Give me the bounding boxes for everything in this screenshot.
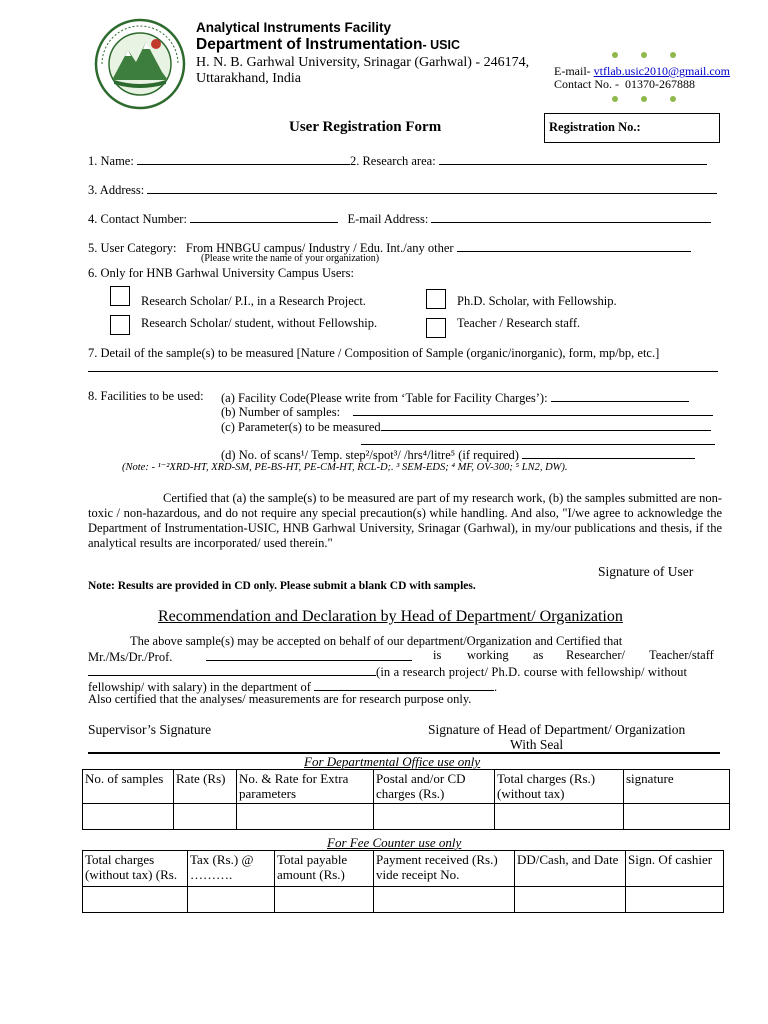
table-cell[interactable] <box>83 887 188 913</box>
address-line-2: Uttarakhand, India <box>196 71 301 86</box>
decor-dot <box>670 96 676 102</box>
field-name-row <box>88 152 707 169</box>
parameters-label: (c) Parameter(s) to be measured <box>221 420 381 434</box>
table-header-cell: DD/Cash, and Date <box>515 851 626 887</box>
sample-detail-input[interactable] <box>88 371 718 372</box>
table-row <box>83 887 724 913</box>
checkbox-phd-fellowship[interactable] <box>426 289 446 309</box>
form-title: User Registration Form <box>289 119 442 135</box>
email-link[interactable]: vtflab.usic2010@gmail.com <box>593 64 731 78</box>
certification-text: Certified that (a) the sample(s) to be measured are part of my research work, (b) the samples submitted are non- toxic / non-hazardous, and do not require any special precaution(s) while handling. And also, "I/we agree to acknowledge the Department of Instrumentation-USIC, HNB Garhwal University, Srinagar (Garhwal), in my/our publications and thesis, if the analytical results are incorporated/ used therein." <box>88 491 722 550</box>
email-address-label: E-mail Address: <box>347 212 429 226</box>
facility-name: Analytical Instruments Facility <box>196 20 392 35</box>
table-cell[interactable] <box>495 804 624 830</box>
table-cell[interactable] <box>237 804 374 830</box>
sample-count-input[interactable] <box>353 403 713 416</box>
table-header-cell: Rate (Rs) <box>174 770 237 804</box>
registration-box[interactable] <box>544 113 720 143</box>
seal-label: With Seal <box>510 737 564 752</box>
recommendation-line-4: fellowship/ with salary) in the department of . <box>88 680 498 694</box>
decor-dot <box>641 96 647 102</box>
facility-code-input[interactable] <box>551 389 689 402</box>
category-label: 5. User Category: <box>88 241 177 255</box>
recommendation-title: Recommendation and Declaration by Head of Department/ Organization <box>158 608 623 625</box>
rec-word-teacher: Teacher/staff <box>649 648 714 662</box>
table-header-cell: No. & Rate for Extra parameters <box>237 770 374 804</box>
checkbox-teacher-staff[interactable] <box>426 318 446 338</box>
registration-label: Registration No.: <box>549 120 641 134</box>
office-table <box>82 769 730 830</box>
facilities-note: (Note: - ¹⁻²XRD-HT, XRD-SM, PE-BS-HT, PE-CM-HT, RCL-D;. ³ SEM-EDS; ⁴ MF, OV-300; ⁵ LN2, DW). <box>122 462 568 473</box>
contact-line <box>554 77 695 92</box>
university-logo <box>94 18 186 110</box>
table-cell[interactable] <box>188 887 275 913</box>
decor-dot <box>612 96 618 102</box>
decor-dot <box>641 52 647 58</box>
parameters-input[interactable] <box>381 418 711 431</box>
table-header-cell: No. of samples <box>83 770 174 804</box>
option-phd-fellowship: Ph.D. Scholar, with Fellowship. <box>457 294 617 308</box>
decor-dot <box>670 52 676 58</box>
campus-users-label: 6. Only for HNB Garhwal University Campus Users: <box>88 266 354 280</box>
table-header-cell: signature <box>624 770 730 804</box>
table-header-cell: Postal and/or CD charges (Rs.) <box>374 770 495 804</box>
user-signature-label: Signature of User <box>598 564 694 579</box>
field-category-row <box>88 239 691 256</box>
table-header-cell: Total payable amount (Rs.) <box>275 851 374 887</box>
contact-number: 01370-267888 <box>625 77 695 91</box>
table-cell[interactable] <box>626 887 724 913</box>
table-cell[interactable] <box>374 804 495 830</box>
supervisor-signature-label: Supervisor’s Signature <box>88 722 212 737</box>
rec-word-is: is <box>433 648 442 662</box>
recommendation-line-1: The above sample(s) may be accepted on behalf of our department/Organization and Certified that <box>130 634 623 648</box>
field-address-row <box>88 181 717 198</box>
sample-detail-label: 7. Detail of the sample(s) to be measured [Nature / Composition of Sample (organic/inorganic), form, mp/bp, etc.] <box>88 346 660 360</box>
table-cell[interactable] <box>515 887 626 913</box>
table-header-cell: Total charges (without tax) (Rs. <box>83 851 188 887</box>
position-input[interactable] <box>88 663 376 676</box>
rec-word-researcher: Researcher/ <box>566 648 625 662</box>
address-line-1: H. N. B. Garhwal University, Srinagar (Garhwal) - 246174, <box>196 55 530 70</box>
contact-label: Contact No. - <box>554 77 619 91</box>
fee-table <box>82 850 724 913</box>
department-title: Department of Instrumentation <box>196 36 423 53</box>
option-research-no-fellowship: Research Scholar/ student, without Fellowship. <box>141 316 378 330</box>
table-header-cell: Sign. Of cashier <box>626 851 724 887</box>
table-row <box>83 804 730 830</box>
table-cell[interactable] <box>374 887 515 913</box>
position-text: (in a research project/ Ph.D. course with fellowship/ without <box>376 665 688 679</box>
table-cell[interactable] <box>275 887 374 913</box>
research-area-input[interactable] <box>439 152 707 165</box>
hod-signature-label: Signature of Head of Department/ Organization <box>428 722 686 737</box>
category-input[interactable] <box>457 239 691 252</box>
rec-word-as: as <box>533 648 544 662</box>
sample-count-label: (b) Number of samples: <box>221 405 341 419</box>
name-input[interactable] <box>137 152 350 165</box>
category-note: (Please write the name of your organization) <box>201 253 380 264</box>
field-contact-row <box>88 210 711 227</box>
category-options: From HNBGU campus/ Industry / Edu. Int./any other <box>185 241 454 255</box>
table-header-cell: Payment received (Rs.) vide receipt No. <box>374 851 515 887</box>
rec-word-working: working <box>467 648 509 662</box>
contact-number-input[interactable] <box>190 210 338 223</box>
facilities-label: 8. Facilities to be used: <box>88 389 204 403</box>
department-of-text: fellowship/ with salary) in the department of <box>88 680 311 694</box>
checkbox-research-no-fellowship[interactable] <box>110 315 130 335</box>
name-label: 1. Name: <box>88 154 134 168</box>
scans-label: (d) No. of scans¹/ Temp. step²/spot³/ /hrs⁴/litre⁵ (if required) <box>221 448 519 462</box>
email-address-input[interactable] <box>431 210 711 223</box>
parameters-input-line2[interactable] <box>361 444 715 445</box>
address-label: 3. Address: <box>88 183 145 197</box>
office-table-caption: For Departmental Office use only <box>304 754 481 769</box>
table-cell[interactable] <box>83 804 174 830</box>
recommendation-line-5: Also certified that the analyses/ measurements are for research purpose only. <box>88 692 472 706</box>
table-header-row <box>83 770 730 804</box>
table-header-cell: Tax (Rs.) @ ………. <box>188 851 275 887</box>
person-name-input[interactable] <box>206 648 412 661</box>
table-cell[interactable] <box>174 804 237 830</box>
contact-number-label: 4. Contact Number: <box>88 212 187 226</box>
table-header-cell: Total charges (Rs.) (without tax) <box>495 770 624 804</box>
table-cell[interactable] <box>624 804 730 830</box>
department-input[interactable] <box>314 678 494 691</box>
research-area-label: 2. Research area: <box>349 154 436 168</box>
option-research-pi: Research Scholar/ P.I., in a Research Project. <box>141 294 366 308</box>
table-header-row <box>83 851 724 887</box>
option-teacher-staff: Teacher / Research staff. <box>457 316 581 330</box>
address-input[interactable] <box>147 181 717 194</box>
decor-dot <box>612 52 618 58</box>
department-suffix: - USIC <box>422 38 460 52</box>
parameters-row <box>221 418 711 435</box>
cd-note: Note: Results are provided in CD only. Please submit a blank CD with samples. <box>88 580 476 592</box>
scans-input[interactable] <box>522 446 695 459</box>
fee-table-caption: For Fee Counter use only <box>327 835 462 850</box>
title-prefix: Mr./Ms/Dr./Prof. <box>88 650 173 664</box>
email-label: E-mail- <box>554 64 591 78</box>
department-name <box>196 36 460 54</box>
checkbox-research-pi[interactable] <box>110 286 130 306</box>
facility-code-label: (a) Facility Code(Please write from ‘Table for Facility Charges’): <box>221 391 548 405</box>
